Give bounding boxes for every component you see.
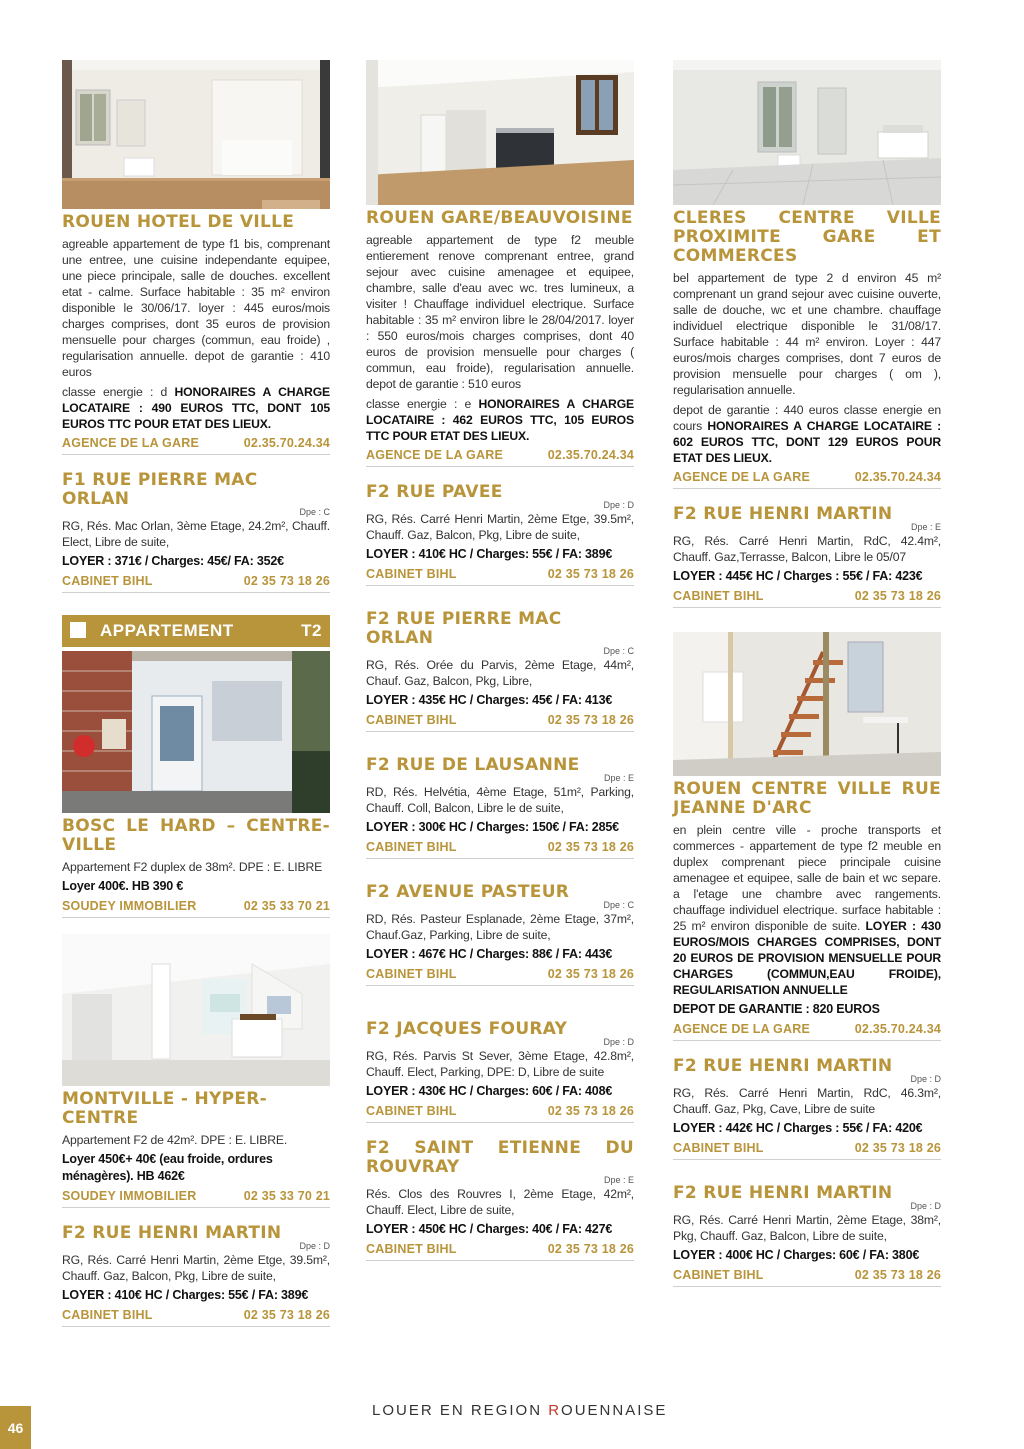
agency-line [366,839,634,859]
energy-class: depot de garantie : 440 euros classe energie en cours [673,403,941,433]
listing-description: RG, Rés. Carré Henri Martin, 2ème Etge, 39.5m², Chauff. Gaz, Balcon, Pkg, Libre de suite, [366,512,634,542]
dpe-label: Dpe : C [299,507,330,517]
agency-line [62,435,330,455]
agency-phone: 02.35.70.24.34 [854,1022,941,1036]
listing-price: LOYER : 467€ HC / Charges: 88€ / FA: 443€ [366,947,613,961]
listing-title: F2 RUE HENRI MARTIN [673,1056,893,1076]
agency-name: SOUDEY IMMOBILIER [62,899,197,913]
agency-phone: 02 35 73 18 26 [854,589,941,603]
agency-phone: 02 35 73 18 26 [243,1308,330,1322]
listing-title: F2 AVENUE PASTEUR [366,882,570,902]
agency-name: CABINET BIHL [673,589,764,603]
listing-description: RG, Rés. Carré Henri Martin, RdC, 46.3m², Chauff. Gaz, Pkg, Cave, Libre de suite [673,1086,941,1116]
agency-phone: 02 35 73 18 26 [243,574,330,588]
agency-name: CABINET BIHL [366,713,457,727]
listing-title: F2 RUE HENRI MARTIN [673,504,893,524]
listing-title: F1 RUE PIERRE MAC ORLAN [62,470,258,509]
photo-rouen-hotel-de-ville [62,60,330,209]
agency-line [366,1241,634,1261]
agency-line [366,966,634,986]
rent-terms: LOYER : 430 EUROS/MOIS CHARGES COMPRISES, DONT 20 EUROS DE PROVISION MENSUELLE POUR CHARGES (COMMUN,EAU FROIDE), REGULARISATION ANNUELLE [673,919,941,997]
banner-type: T2 [301,621,322,640]
listing-price: LOYER : 435€ HC / Charges: 45€ / FA: 413€ [366,693,613,707]
footer-title [372,1402,667,1419]
page-number: 46 [0,1406,31,1449]
agency-line [673,588,941,608]
listing-description: Appartement F2 de 42m². DPE : E. LIBRE. [62,1133,288,1147]
listing-title: F2 JACQUES FOURAY [366,1019,568,1039]
dpe-label: Dpe : D [910,1074,941,1084]
listing-title: F2 RUE PAVEE [366,482,503,502]
agency-phone: 02 35 33 70 21 [243,899,330,913]
listing-deposit: DEPOT DE GARANTIE : 820 EUROS [673,1002,880,1016]
photo-cleres [673,60,941,205]
listing-price: LOYER : 442€ HC / Charges : 55€ / FA: 420€ [673,1121,923,1135]
footer-r: R [548,1402,562,1419]
listing-description: RG, Rés. Mac Orlan, 3ème Etage, 24.2m², Chauff. Elect, Libre de suite, [62,519,330,549]
footer-suffix: OUENNAISE [561,1402,668,1419]
dpe-label: Dpe : E [603,773,634,783]
listing-description: RG, Rés. Orée du Parvis, 2ème Etage, 44m², Chauf. Gaz, Balcon, Pkg, Libre, [366,658,634,688]
agency-name: CABINET BIHL [62,574,153,588]
agency-name: SOUDEY IMMOBILIER [62,1189,197,1203]
dpe-label: Dpe : D [603,500,634,510]
agency-phone: 02.35.70.24.34 [547,448,634,462]
agency-phone: 02 35 73 18 26 [547,1104,634,1118]
agency-line [62,573,330,593]
agency-line [366,566,634,586]
agency-phone: 02 35 73 18 26 [547,713,634,727]
listing-description: RD, Rés. Pasteur Esplanade, 2ème Etage, 37m², Chauf.Gaz, Parking, Libre de suite, [366,912,634,942]
listing-description: RG, Rés. Carré Henri Martin, 2ème Etge, 39.5m², Chauff. Gaz, Balcon, Pkg, Libre de suite, [62,1253,330,1283]
agency-phone: 02.35.70.24.34 [854,470,941,484]
agency-name: CABINET BIHL [366,840,457,854]
agency-line [673,1267,941,1287]
listing-title: MONTVILLE - HYPER-CENTRE [62,1089,268,1128]
listing-price: LOYER : 410€ HC / Charges: 55€ / FA: 389€ [366,547,613,561]
agency-phone: 02 35 73 18 26 [547,967,634,981]
listing-price: LOYER : 410€ HC / Charges: 55€ / FA: 389€ [62,1288,309,1302]
dpe-label: Dpe : C [603,646,634,656]
photo-rouen-jeanne-darc [673,632,941,776]
listing-title: F2 RUE HENRI MARTIN [62,1223,282,1243]
dpe-label: Dpe : E [910,522,941,532]
listing-title: F2 RUE HENRI MARTIN [673,1183,893,1203]
fees-text: HONORAIRES A CHARGE LOCATAIRE : 462 EUROS TTC, 105 EUROS TTC POUR ETAT DES LIEUX. [366,397,635,443]
agency-line [673,1021,941,1041]
dpe-label: Dpe : D [603,1037,634,1047]
listing-description: agreable appartement de type f1 bis, comprenant une entree, une cuisine independante equipee, une piece principale, salle de douches. excellent etat - calme. Surface habitable : 35 m² environ disponible le 30/06/17. loyer : 445 euros/mois charges comprises, dont 35 euros de provision mensuelle pour charges (commun, eau froide) , regularisation annuelle. depot de garantie : 410 euros [62,237,330,379]
category-banner [62,615,330,647]
agency-phone: 02 35 73 18 26 [547,567,634,581]
fees-text: HONORAIRES A CHARGE LOCATAIRE : 490 EUROS TTC, DONT 105 EUROS TTC POUR ETAT DES LIEUX. [62,385,331,431]
agency-line [673,1140,941,1160]
listing-price: LOYER : 450€ HC / Charges: 40€ / FA: 427€ [366,1222,613,1236]
agency-phone: 02 35 33 70 21 [243,1189,330,1203]
agency-name: CABINET BIHL [62,1308,153,1322]
listing-description: RG, Rés. Carré Henri Martin, RdC, 42.4m², Chauff. Gaz,Terrasse, Balcon, Libre le 05/07 [673,534,941,564]
dpe-label: Dpe : C [603,900,634,910]
agency-phone: 02 35 73 18 26 [547,1242,634,1256]
footer-prefix: L [372,1402,383,1419]
agency-name: CABINET BIHL [366,567,457,581]
listing-description: RD, Rés. Helvétia, 4ème Etage, 51m², Parking, Chauff. Coll, Balcon, Libre le de suite, [366,785,634,815]
agency-name: AGENCE DE LA GARE [673,1022,810,1036]
listing-price: LOYER : 371€ / Charges: 45€/ FA: 352€ [62,554,284,568]
listing-price: LOYER : 400€ HC / Charges: 60€ / FA: 380€ [673,1248,920,1262]
agency-name: CABINET BIHL [673,1141,764,1155]
agency-name: AGENCE DE LA GARE [366,448,503,462]
agency-phone: 02 35 73 18 26 [547,840,634,854]
listing-description: en plein centre ville - proche transports et commerces - appartement de type f2 meuble en duplex comprenant piece principale cuisine amenagee et equipee, salle de bain et wc separe. a l'etage une chambre avec rangements. chauffage individuel electrique. surface habitable : 25 m² environ disponible de suite. [673,823,941,933]
column-right [673,60,941,1303]
agency-name: AGENCE DE LA GARE [673,470,810,484]
energy-class: classe energie : d [62,385,175,399]
agency-line [673,469,941,489]
listing-title: ROUEN CENTRE VILLE RUE JEANNE D'ARC [673,779,941,818]
listing-title: F2 SAINT ETIENNE DU ROUVRAY [366,1138,634,1177]
column-left [62,60,330,1343]
photo-montville [62,934,330,1086]
square-icon [70,622,86,638]
agency-line [62,1188,330,1208]
listing-description: Appartement F2 duplex de 38m². DPE : E. LIBRE [62,860,323,874]
agency-name: CABINET BIHL [366,1242,457,1256]
dpe-label: Dpe : D [299,1241,330,1251]
listing-price: LOYER : 445€ HC / Charges : 55€ / FA: 423€ [673,569,923,583]
footer-mid: OUER EN REGION [382,1402,549,1419]
listing-title: ROUEN GARE/BEAUVOISINE [366,208,633,228]
listing-description: RG, Rés. Parvis St Sever, 3ème Etage, 42.8m², Chauff. Elect, Parking, DPE: D, Libre de suite [366,1049,634,1079]
listing-title: F2 RUE DE LAUSANNE [366,755,580,775]
agency-phone: 02 35 73 18 26 [854,1141,941,1155]
listing-description: Rés. Clos des Rouvres I, 2ème Etage, 42m², Chauff. Elect, Libre de suite, [366,1187,634,1217]
dpe-label: Dpe : E [603,1175,634,1185]
fees-text: HONORAIRES A CHARGE LOCATAIRE : 602 EUROS TTC, DONT 129 EUROS POUR ETAT DES LIEUX. [673,419,941,465]
agency-phone: 02.35.70.24.34 [243,436,330,450]
dpe-label: Dpe : D [910,1201,941,1211]
listing-title: ROUEN HOTEL DE VILLE [62,212,295,232]
listing-price: LOYER : 430€ HC / Charges: 60€ / FA: 408€ [366,1084,613,1098]
listing-description-block [673,822,941,998]
agency-name: CABINET BIHL [673,1268,764,1282]
agency-line [366,447,634,467]
agency-line [62,898,330,918]
listing-description: RG, Rés. Carré Henri Martin, 2ème Etage, 38m², Pkg, Chauff. Gaz, Balcon, Libre de suite, [673,1213,941,1243]
listing-price: Loyer 450€+ 40€ (eau froide, ordures ménagères). HB 462€ [62,1152,273,1183]
banner-label: APPARTEMENT [100,621,234,640]
listing-fees-block [62,384,330,432]
agency-phone: 02 35 73 18 26 [854,1268,941,1282]
listing-description: agreable appartement de type f2 meuble entierement renove comprenant entree, grand sejour avec cuisine amenagee et equipee, chambre, salle d'eau avec wc. tres lumineux, a visiter ! Chauffage individuel electrique. Surface habitable : 35 m² environ libre le 28/04/2017. loyer : 550 euros/mois charges comprises, dont 40 euros de provision mensuelle pour charges ( commun, eau froide), regularisation annuelle. depot de garantie : 510 euros [366,233,634,391]
photo-bosc-le-hard [62,651,330,813]
listing-title: BOSC LE HARD – CENTRE-VILLE [62,816,330,855]
listing-fees-block [673,402,941,466]
column-middle [366,60,634,1277]
energy-class: classe energie : e [366,397,479,411]
agency-line [366,1103,634,1123]
agency-name: CABINET BIHL [366,967,457,981]
listing-title: F2 RUE PIERRE MAC ORLAN [366,609,562,648]
agency-name: CABINET BIHL [366,1104,457,1118]
agency-name: AGENCE DE LA GARE [62,436,199,450]
photo-rouen-gare [366,60,634,205]
listing-price: Loyer 400€. HB 390 € [62,879,184,893]
listing-price: LOYER : 300€ HC / Charges: 150€ / FA: 285€ [366,820,619,834]
agency-line [62,1307,330,1327]
listing-description: bel appartement de type 2 d environ 45 m² comprenant un grand sejour avec cuisine ouverte, salle de douche, wc et une chambre. chauffage individuel electrique disponible le 31/08/17. Surface habitable : 44 m² environ. Loyer : 447 euros/mois charges comprises, dont 7 euros de provision mensuelle pour charges ( om ), regularisation annuelle. [673,271,941,397]
listing-fees-block [366,396,634,444]
agency-line [366,712,634,732]
listing-title: CLERES CENTRE VILLE PROXIMITE GARE ET COMMERCES [673,208,941,266]
